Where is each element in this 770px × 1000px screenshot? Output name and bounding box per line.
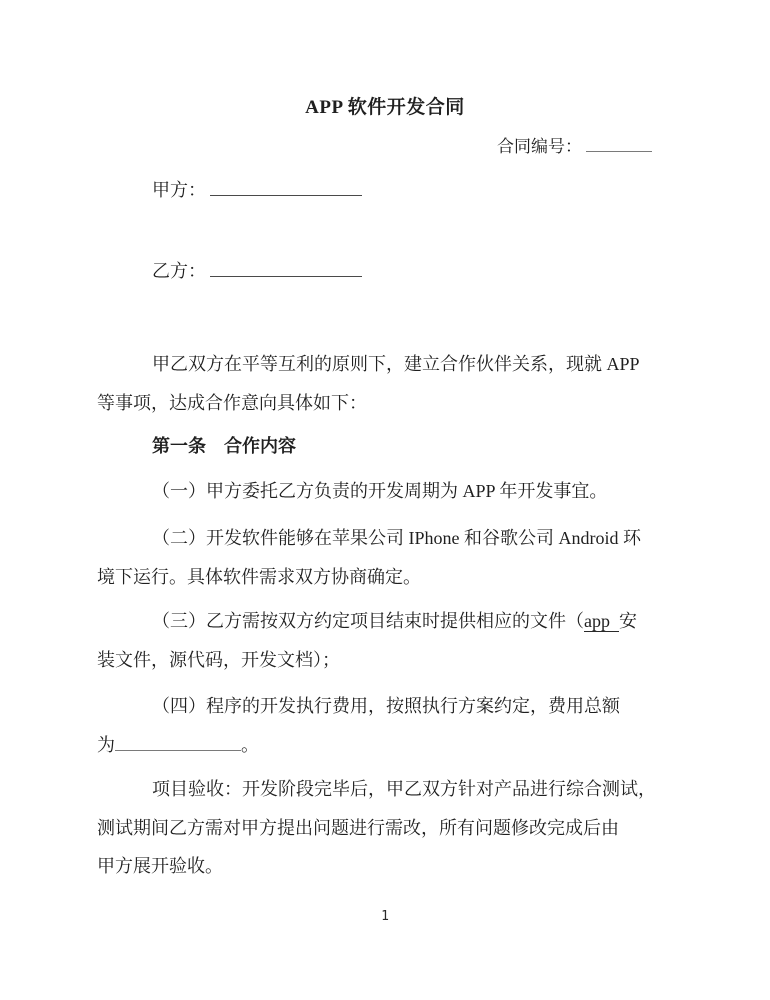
- party-b-blank: [210, 257, 362, 277]
- fee-suffix: 。: [241, 734, 259, 755]
- contract-number-row: [497, 132, 652, 157]
- acceptance-line-1: 项目验收：开发阶段完毕后，甲乙双方针对产品进行综合测试，: [152, 779, 656, 799]
- acceptance-line-3: 甲方展开验收。: [97, 856, 223, 876]
- app-underlined-text: app: [584, 611, 619, 632]
- intro-line-1: 甲乙双方在平等互利的原则下，建立合作伙伴关系，现就 APP: [152, 354, 640, 374]
- clause-3-line-2: 装文件，源代码，开发文档）；: [97, 649, 340, 670]
- clause-1-line-1: （一）甲方委托乙方负责的开发周期为 APP 年开发事宜。: [152, 481, 608, 501]
- page-number: 1: [381, 909, 389, 924]
- acceptance-paragraph: [97, 770, 670, 886]
- party-a-label: 甲方：: [152, 180, 206, 200]
- intro-line-2: 等事项，达成合作意向具体如下：: [97, 392, 367, 413]
- clause-2-line-2: 境下运行。具体软件需求双方协商确定。: [97, 566, 421, 587]
- clause-3-text-pre: （三）乙方需按双方约定项目结束时提供相应的文件（: [152, 611, 584, 631]
- party-b-label: 乙方：: [152, 261, 206, 281]
- clause-3-text-post: 安: [619, 611, 637, 631]
- contract-number-label: 合同编号：: [497, 137, 582, 156]
- party-a-blank: [210, 176, 362, 196]
- clause-3: [97, 602, 670, 679]
- clause-2-line-1: （二）开发软件能够在苹果公司 IPhone 和谷歌公司 Android 环: [152, 528, 641, 548]
- document-title: APP 软件开发合同: [305, 97, 465, 118]
- clause-4-line-1: （四）程序的开发执行费用，按照执行方案约定，费用总额: [152, 696, 620, 716]
- fee-prefix: 为: [97, 734, 115, 755]
- clause-1: [97, 472, 670, 511]
- clause-4-line-2: [97, 726, 670, 765]
- clause-3-line-1: [97, 602, 670, 641]
- acceptance-line-2: 测试期间乙方需对甲方提出问题进行需改，所有问题修改完成后由: [97, 817, 619, 838]
- section-1-heading: 第一条 合作内容: [152, 436, 296, 456]
- clause-2: [97, 519, 670, 596]
- party-b-row: [152, 257, 362, 283]
- intro-paragraph: [97, 345, 670, 422]
- party-a-row: [152, 176, 362, 202]
- clause-4: [97, 687, 670, 764]
- fee-amount-blank: [115, 731, 241, 751]
- contract-number-blank: [586, 132, 652, 152]
